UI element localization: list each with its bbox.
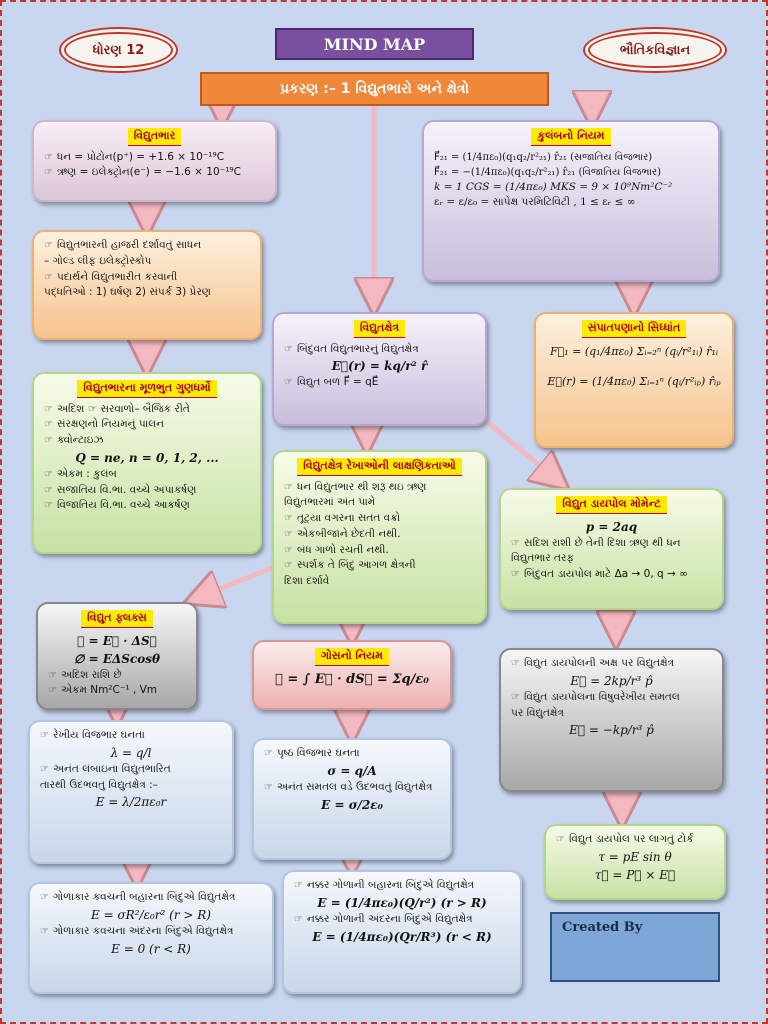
coulomb-unlike-charges: F⃗₂₁ = −(1/4πε₀)(q₁q₂/r²₂₁) r̂₂₁ (વિજાતિય વિજભાર) xyxy=(434,166,661,178)
pointer-icon: ☞ xyxy=(40,892,49,903)
pointer-icon: ☞ xyxy=(40,763,49,775)
detector-line-2 xyxy=(44,254,250,270)
spherical-shell-box xyxy=(28,882,274,994)
coulomb-like-charges: F⃗₂₁ = (1/4πε₀)(q₁q₂/r²₂₁) r̂₂₁ (સજાતિય વિજભાર) xyxy=(434,151,653,163)
torque-scalar-equation: τ = pE sin θ xyxy=(598,849,672,864)
properties-heading: વિદ્યુતભારના મૂળભુત ગુણધર્મો xyxy=(77,380,216,398)
electroscope-box xyxy=(32,230,262,340)
dipole-field-box xyxy=(499,648,724,792)
field-lines-box xyxy=(272,450,487,624)
field-line-text-6: સ્પર્શક તે બિંદુ આગળ ક્ષેત્રની xyxy=(296,559,416,572)
infinite-wire-text-2: તારથી ઉદભવતુ વિદ્યુતક્ષેત્ર :– xyxy=(40,778,158,791)
infinite-wire-line xyxy=(40,762,222,778)
field-line-text-4: એકબીજાને છેદતી નથી. xyxy=(296,527,401,540)
gauss-heading: ગોસનો નિયમ xyxy=(315,648,389,666)
pointer-icon: ☞ xyxy=(284,528,293,540)
flux-cos-equation: ∅ = EΔScosθ xyxy=(73,651,161,666)
dipole-moment-line-2 xyxy=(511,551,712,567)
grade-badge-text: ધોરણ 12 xyxy=(92,42,145,58)
wire-field-equation: E = λ/2πε₀r xyxy=(95,795,167,810)
pointer-icon: ☞ xyxy=(40,925,49,937)
created-by-text: Created By xyxy=(562,920,643,935)
solid-sphere-box xyxy=(282,870,522,994)
detector-line-4 xyxy=(44,285,250,301)
pointer-icon: ☞ xyxy=(264,748,273,759)
pointer-icon: ☞ xyxy=(44,468,53,480)
flux-text-1: અદિશ રાશિ છે xyxy=(60,668,122,681)
dipole-moment-text-3: બિંદુવત ડાયપોલ માટે Δa → 0, q → ∞ xyxy=(523,568,688,580)
pointer-icon: ☞ xyxy=(294,913,303,925)
field-line-text-3: તૂટ્યા વગરના સતત વક્રો xyxy=(296,512,401,524)
sphere-inside-line xyxy=(294,912,510,928)
charge-properties-box xyxy=(32,372,262,554)
flux-line-2 xyxy=(48,683,186,699)
linear-density-line xyxy=(40,728,222,744)
infinite-wire-line-2 xyxy=(40,778,222,794)
shell-inside-line xyxy=(40,924,262,940)
field-line-prop-3 xyxy=(284,511,475,527)
flux-dot-equation: ∅ = E⃗ · ΔS⃗ xyxy=(77,633,157,648)
page-title xyxy=(275,28,474,60)
field-line-text-7: દિશા દર્શાવે xyxy=(284,575,330,587)
property-line-1 xyxy=(44,402,250,418)
shell-outside-line xyxy=(40,890,262,906)
pointer-icon: ☞ xyxy=(511,658,520,669)
dipole-moment-heading: વિદ્યુત ડાયપોલ મોમેન્ટ xyxy=(556,496,666,514)
property-text-5: સજાતિય વિ.ભા. વચ્ચે અપાકર્ષણ xyxy=(56,483,197,496)
pointer-icon: ☞ xyxy=(44,403,53,415)
field-lines-heading: વિદ્યુતક્ષેત્ર રેખાઓની લાક્ષણિકતાઓ xyxy=(297,458,461,476)
linear-density-equation: λ = q/l xyxy=(110,745,152,760)
pointer-icon: ☞ xyxy=(284,560,293,572)
charge-box xyxy=(32,120,277,202)
pointer-icon: ☞ xyxy=(44,500,53,512)
electric-force-line xyxy=(284,375,475,391)
field-line-text-1: ધન વિદ્યુતભાર થી શરૂ થઇ ઋણ xyxy=(296,480,427,493)
surface-density-line xyxy=(264,746,440,762)
property-text-2: સંરક્ષણનો નિયમનું પાલન xyxy=(56,418,164,431)
negative-charge-text: ઋણ = ઇલેક્ટ્રોન(e⁻) = −1.6 × 10⁻¹⁹C xyxy=(56,166,241,179)
point-charge-field-line xyxy=(284,342,475,358)
property-text-3: ક્વોન્ટાઇઝ xyxy=(56,434,104,446)
positive-charge-text: ધન = પ્રોટોન(p⁺) = +1.6 × 10⁻¹⁹C xyxy=(56,150,225,163)
property-text-1: અદિશ ☞ સરવાળો– બૈજિક રીતે xyxy=(56,402,190,415)
sphere-outside-line xyxy=(294,878,510,894)
shell-inside-equation: E = 0 (r < R) xyxy=(111,941,191,956)
field-line-text-5: બંધ ગાળો રચતી નથી. xyxy=(296,543,389,556)
property-line-6 xyxy=(44,498,250,514)
infinite-plane-text: અનંત સમતલ વડે ઉદભવતું વિદ્યુતક્ષેત્ર xyxy=(276,780,433,793)
torque-text: વિદ્યુત ડાયપોલ પર લાગતું ટોર્ક xyxy=(568,833,694,845)
pointer-icon: ☞ xyxy=(40,730,49,741)
property-line-2 xyxy=(44,417,250,433)
flux-line-1 xyxy=(48,668,186,684)
property-line-4 xyxy=(44,467,250,483)
subject-badge xyxy=(588,32,722,68)
coulomb-heading: કુલંબનો નિયમ xyxy=(531,128,610,146)
dipole-moment-line-3 xyxy=(511,567,712,583)
dipole-axis-text: વિદ્યુત ડાયપોલની અક્ષ પર વિદ્યુતક્ષેત્ર xyxy=(523,657,675,669)
pointer-icon: ☞ xyxy=(48,669,57,681)
superposition-box xyxy=(534,312,734,448)
infinite-wire-text: અનંત લંબાઇના વિદ્યુતભારિત xyxy=(52,762,171,775)
grade-badge xyxy=(64,32,173,68)
coulomb-constant: k = 1 CGS = (1/4πε₀) MKS = 9 × 10⁹Nm²C⁻² xyxy=(434,180,673,193)
surface-density-text: પૃષ્ઠ વિજભાર ઘનતા xyxy=(276,747,360,759)
field-line-prop-1 xyxy=(284,480,475,496)
field-line-prop-2 xyxy=(284,495,475,511)
surface-charge-box xyxy=(252,738,452,860)
dipole-equatorial-line-2 xyxy=(511,706,712,722)
pointer-icon: ☞ xyxy=(44,484,53,496)
superposition-field-equation: E⃗(r) = (1/4πε₀) Σᵢ₌₁ⁿ (qᵢ/r²ᵢₚ) r̂ᵢₚ xyxy=(547,375,721,388)
superposition-heading: સંપાતપણાનો સિધ્ધાંત xyxy=(582,320,687,338)
field-heading: વિદ્યુતક્ષેત્ર xyxy=(354,320,405,338)
dipole-moment-text-2: વિદ્યુતભાર તરફ xyxy=(511,552,574,565)
pointer-icon: ☞ xyxy=(556,834,565,845)
plane-field-equation: E = σ/2ε₀ xyxy=(321,797,383,812)
pointer-icon: ☞ xyxy=(48,685,57,697)
pointer-icon: ☞ xyxy=(44,240,53,251)
dipole-moment-text-1: સદિશ રાશી છે તેની દિશા ઋણ થી ધન xyxy=(523,536,681,549)
flux-text-2: એકમ Nm²C⁻¹ , Vm xyxy=(60,684,158,697)
field-line-prop-6 xyxy=(284,558,475,574)
sphere-outside-equation: E = (1/4πε₀)(Q/r²) (r > R) xyxy=(317,895,487,910)
property-text-4: એકમ : કુલંબ xyxy=(56,467,117,480)
linear-density-text: રેખીય વિજભાર ઘનતા xyxy=(52,729,145,741)
dipole-equatorial-text-2: પર વિદ્યુતક્ષેત્ર xyxy=(511,706,564,719)
detector-line-1 xyxy=(44,238,250,254)
shell-outside-text: ગોળાકાર કવચની બહારના બિંદુએ વિદ્યુતક્ષેત્ર xyxy=(52,891,236,903)
shell-outside-equation: E = σR²/ε₀r² (r > R) xyxy=(91,907,211,922)
sphere-inside-equation: E = (1/4πε₀)(Qr/R³) (r < R) xyxy=(312,929,492,944)
pointer-icon: ☞ xyxy=(284,513,293,524)
dipole-moment-line-1 xyxy=(511,536,712,552)
point-charge-field-equation: E⃗(r) = kq/r² r̂ xyxy=(331,359,428,374)
quantization-equation: Q = ne, n = 0, 1, 2, ... xyxy=(75,450,219,465)
created-by-scroll xyxy=(550,912,720,982)
dipole-equatorial-line xyxy=(511,690,712,706)
linear-charge-box xyxy=(28,720,234,864)
field-line-prop-7 xyxy=(284,574,475,590)
property-line-3 xyxy=(44,433,250,449)
detector-text-4: પદ્ધતિઓ : 1) ઘર્ષણ 2) સંપર્ક 3) પ્રેરણ xyxy=(44,286,211,299)
pointer-icon: ☞ xyxy=(44,151,53,163)
pointer-icon: ☞ xyxy=(284,481,293,493)
pointer-icon: ☞ xyxy=(284,377,293,389)
positive-charge-line xyxy=(44,150,265,166)
pointer-icon: ☞ xyxy=(44,435,53,446)
torque-line xyxy=(556,832,714,848)
pointer-icon: ☞ xyxy=(284,343,293,355)
sphere-outside-text: નક્કર ગોળાની બહારના બિંદુએ વિદ્યુતક્ષેત્ર xyxy=(306,879,475,891)
page-title-text: MIND MAP xyxy=(323,34,426,54)
pointer-icon: ☞ xyxy=(284,544,293,556)
field-line-prop-4 xyxy=(284,527,475,543)
pointer-icon: ☞ xyxy=(44,419,53,431)
superposition-force-equation: F⃗₁ = (q₁/4πε₀) Σᵢ₌₂ⁿ (qᵢ/r²₁ᵢ) r̂₁ᵢ xyxy=(549,344,718,358)
torque-vector-equation: τ⃗ = P⃗ × E⃗ xyxy=(594,867,676,882)
pointer-icon: ☞ xyxy=(44,271,53,283)
gauss-law-box xyxy=(252,640,452,710)
dipole-moment-box xyxy=(499,488,724,610)
pointer-icon: ☞ xyxy=(44,167,53,179)
sphere-inside-text: નક્કર ગોળાની અંદરના બિંદુએ વિદ્યુતક્ષેત્ર xyxy=(306,912,473,925)
charge-heading: વિદ્યુતભાર xyxy=(128,128,182,146)
flux-heading: વિદ્યુત ફ્લક્સ xyxy=(81,610,153,628)
detector-text-1: વિદ્યુતભારની હાજરી દર્શાવતું સાધન xyxy=(56,239,202,251)
dipole-torque-box xyxy=(544,824,726,900)
negative-charge-line xyxy=(44,165,265,181)
infinite-plane-line xyxy=(264,780,440,796)
detector-text-3: પદાર્થને વિદ્યુતભારીત કરવાની xyxy=(56,270,178,283)
detector-line-3 xyxy=(44,270,250,286)
shell-inside-text: ગોળાકાર કવચના અંદરના બિંદુએ વિદ્યુતક્ષેત્ર xyxy=(52,924,234,937)
property-text-6: વિજાતિય વિ.ભા. વચ્ચે આકર્ષણ xyxy=(56,499,190,512)
dipole-axis-equation: E⃗ = 2kp/r³ p̂ xyxy=(570,673,653,688)
dipole-equatorial-text: વિદ્યુત ડાયપોલના વિષુવરેખીય સમતલ xyxy=(523,690,680,703)
property-line-5 xyxy=(44,483,250,499)
point-charge-field-text: બિંદુવત વિદ્યુતભારનું વિદ્યુતક્ષેત્ર xyxy=(296,342,419,355)
pointer-icon: ☞ xyxy=(511,569,520,580)
coulomb-law-box xyxy=(422,120,720,282)
pointer-icon: ☞ xyxy=(511,691,520,703)
gauss-equation: ∅ = ∫ E⃗ · dS⃗ = Σq/ε₀ xyxy=(275,671,429,687)
pointer-icon: ☞ xyxy=(511,537,520,549)
pointer-icon: ☞ xyxy=(264,781,273,793)
electric-field-box xyxy=(272,312,487,426)
field-line-text-2: વિદ્યુતભારમાં અંત પામે xyxy=(284,496,376,509)
detector-text-2: – ગોલ્ડ લીફ ઇલેક્ટ્રોસ્કોપ xyxy=(44,254,152,267)
surface-density-equation: σ = q/A xyxy=(327,763,377,778)
subject-badge-text: ભૌતિકવિજ્ઞાન xyxy=(619,42,691,58)
chapter-title: પ્રકરણ :– 1 વિદ્યુતભારો અને ક્ષેત્રો xyxy=(279,81,470,97)
relative-permittivity: εᵣ = ε/ε₀ = સાપેક્ષ પરમિટિવિટી , 1 ≤ εᵣ ≤ ∞ xyxy=(434,196,636,209)
electric-flux-box xyxy=(36,602,198,710)
chapter-banner xyxy=(200,72,549,106)
pointer-icon: ☞ xyxy=(294,880,303,891)
dipole-axis-line xyxy=(511,656,712,672)
dipole-moment-equation: p = 2aq xyxy=(585,519,638,534)
dipole-equatorial-equation: E⃗ = −kp/r³ p̂ xyxy=(569,723,654,738)
electric-force-text: વિદ્યુત બળ F⃗ = qE⃗ xyxy=(296,376,379,389)
field-line-prop-5 xyxy=(284,543,475,559)
